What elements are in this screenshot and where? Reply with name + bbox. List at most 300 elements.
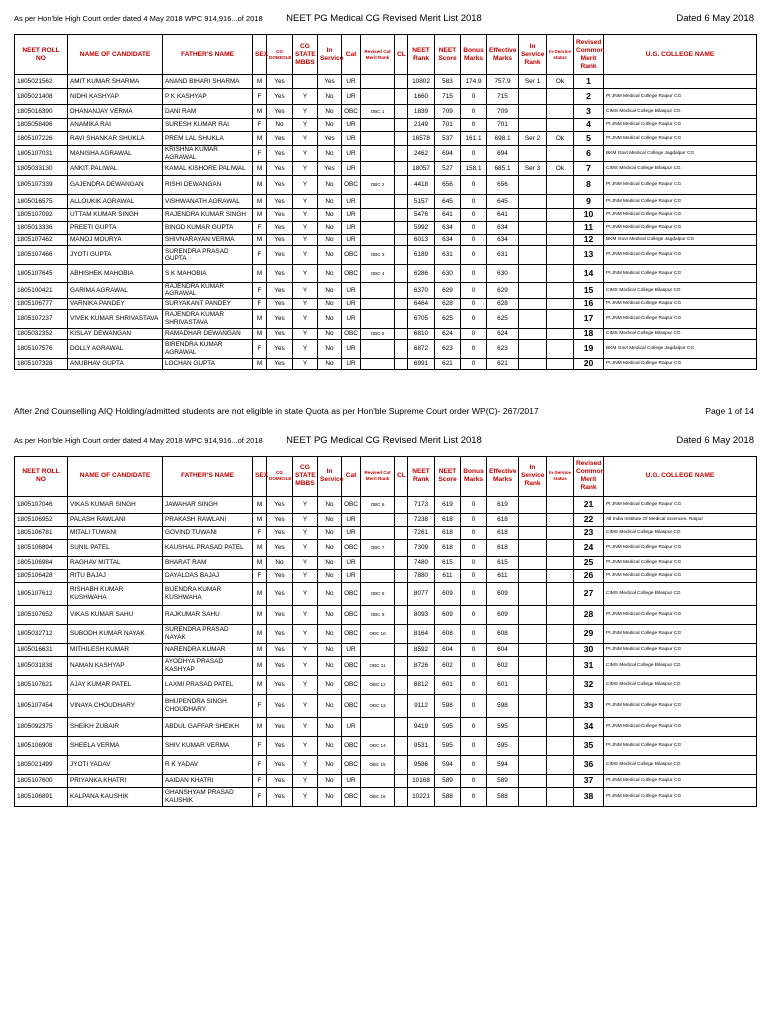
cell-roll-no: 1805033130 [15, 162, 68, 176]
cell-ug-college: Pt JNM Medical College Raipur CG [604, 89, 757, 105]
cell-in-service: No [318, 717, 342, 736]
cell-neet-rank: 6464 [408, 298, 435, 309]
cell-effective-marks: 595 [487, 736, 519, 755]
cell-in-service: No [318, 569, 342, 582]
cell-in-service-status: Ok [547, 75, 574, 89]
cell-bonus-marks: 0 [461, 787, 487, 806]
cell-ug-college: CIMS Medical College Bilaspur CG [604, 656, 757, 675]
cell-in-service-status [547, 246, 574, 265]
col-header-cg-domicile: CG DOMICILE [267, 35, 293, 75]
cell-in-service-rank [519, 328, 547, 339]
col-header-effective-marks: Effective Marks [487, 35, 519, 75]
cell-ug-college: Pt JNM Medical College Raipur CG [604, 694, 757, 717]
cell-in-service-status [547, 235, 574, 246]
cell-cl [395, 774, 408, 787]
cell-candidate-name: MANISHA AGRAWAL [68, 146, 163, 162]
cell-cg-domicile: Yes [267, 146, 293, 162]
cell-cg-domicile: No [267, 119, 293, 132]
cell-neet-score: 618 [435, 513, 461, 526]
cell-cg-domicile: Yes [267, 132, 293, 146]
cell-in-service-status [547, 89, 574, 105]
cell-neet-score: 604 [435, 643, 461, 656]
cell-cg-domicile: Yes [267, 569, 293, 582]
cell-ug-college: Pt JNM Medical College Raipur CG [604, 717, 757, 736]
cell-bonus-marks: 0 [461, 222, 487, 235]
cell-in-service-status [547, 656, 574, 675]
cell-in-service: No [318, 176, 342, 195]
cell-in-service-status [547, 119, 574, 132]
cell-neet-rank: 6013 [408, 235, 435, 246]
table-row [15, 717, 757, 736]
header-row [15, 456, 757, 496]
cell-cl [395, 513, 408, 526]
cell-father-name: RAJKUMAR SAHU [163, 605, 253, 624]
cell-neet-score: 630 [435, 265, 461, 283]
table-row [15, 539, 757, 556]
cell-category: UR [342, 556, 361, 569]
cell-roll-no: 1805107645 [15, 265, 68, 283]
cell-father-name: BIRENDRA KUMAR AGRAWAL [163, 339, 253, 358]
cell-category: UR [342, 569, 361, 582]
cell-ug-college: BKM Govt Medical College Jagdalpur CG [604, 339, 757, 358]
cell-ug-college: Pt JNM Medical College Raipur CG [604, 774, 757, 787]
cell-ug-college: Pt JNM Medical College Raipur CG [604, 736, 757, 755]
cell-ug-college: Pt JNM Medical College Raipur CG [604, 246, 757, 265]
cell-in-service-rank [519, 717, 547, 736]
cell-neet-score: 609 [435, 582, 461, 605]
cell-in-service: No [318, 513, 342, 526]
document-date: Dated 6 May 2018 [676, 434, 754, 446]
court-order-note: As per Hon'ble High Court order dated 4 May 2018 WPC 914,916...of 2018 [14, 14, 263, 23]
cell-merit-rank: 6 [574, 146, 604, 162]
cell-sex: M [253, 328, 267, 339]
cell-in-service-status [547, 298, 574, 309]
cell-in-service-rank [519, 539, 547, 556]
cell-roll-no: 1805107092 [15, 209, 68, 222]
table-row [15, 105, 757, 119]
cell-revised-cat-rank: OBC 16 [361, 787, 395, 806]
cell-cl [395, 643, 408, 656]
cell-in-service-status [547, 105, 574, 119]
col-header-cg-state-mbbs: CG STATE MBBS [293, 456, 318, 496]
cell-revised-cat-rank [361, 162, 395, 176]
cell-ug-college: Pt JNM Medical College Raipur CG [604, 195, 757, 209]
cell-category: UR [342, 643, 361, 656]
col-header-merit-rank: Revised Common Merit Rank [574, 456, 604, 496]
table-row [15, 496, 757, 513]
cell-father-name: SHIVNARAYAN VERMA [163, 235, 253, 246]
cell-bonus-marks: 0 [461, 339, 487, 358]
header-row [15, 35, 757, 75]
cell-merit-rank: 18 [574, 328, 604, 339]
cell-ug-college: All India Institute Of Medical Sciences, Raipur [604, 513, 757, 526]
document-title: NEET PG Medical CG Revised Merit List 2018 [286, 13, 482, 24]
cell-ug-college: CIMS Medical College Bilaspur CG [604, 755, 757, 774]
cell-merit-rank: 30 [574, 643, 604, 656]
cell-merit-rank: 25 [574, 556, 604, 569]
cell-in-service-status [547, 675, 574, 694]
cell-neet-rank: 7880 [408, 569, 435, 582]
cell-father-name: GHANSHYAM PRASAD KAUSHIK [163, 787, 253, 806]
cell-category: OBC [342, 328, 361, 339]
cell-in-service: No [318, 605, 342, 624]
cell-father-name: NARENDRA KUMAR [163, 643, 253, 656]
cell-neet-rank: 10168 [408, 774, 435, 787]
table-row [15, 339, 757, 358]
cell-category: OBC [342, 736, 361, 755]
cell-in-service-rank [519, 787, 547, 806]
cell-cl [395, 526, 408, 539]
cell-neet-score: 694 [435, 146, 461, 162]
cell-in-service: No [318, 105, 342, 119]
cell-in-service-status [547, 717, 574, 736]
cell-cg-domicile: Yes [267, 105, 293, 119]
cell-sex: M [253, 195, 267, 209]
cell-category: UR [342, 235, 361, 246]
cell-category: OBC [342, 105, 361, 119]
cell-cg-domicile: Yes [267, 774, 293, 787]
cell-roll-no: 1805106781 [15, 526, 68, 539]
cell-father-name: KAUSHAL PRASAD PATEL [163, 539, 253, 556]
cell-in-service-rank [519, 656, 547, 675]
cell-neet-score: 645 [435, 195, 461, 209]
cell-sex: F [253, 298, 267, 309]
cell-merit-rank: 14 [574, 265, 604, 283]
cell-neet-rank: 7173 [408, 496, 435, 513]
cell-sex: M [253, 675, 267, 694]
cell-bonus-marks: 0 [461, 283, 487, 299]
cell-in-service-status [547, 265, 574, 283]
cell-sex: M [253, 717, 267, 736]
cell-merit-rank: 3 [574, 105, 604, 119]
cell-neet-score: 601 [435, 675, 461, 694]
cell-cg-domicile: Yes [267, 624, 293, 643]
cell-neet-rank: 6705 [408, 309, 435, 328]
cell-roll-no: 1805106952 [15, 513, 68, 526]
cell-in-service-status [547, 358, 574, 369]
cell-category: UR [342, 717, 361, 736]
cell-revised-cat-rank [361, 556, 395, 569]
cell-in-service-status [547, 582, 574, 605]
cell-category: UR [342, 339, 361, 358]
cell-effective-marks: 634 [487, 235, 519, 246]
cell-bonus-marks: 0 [461, 736, 487, 755]
cell-in-service-rank [519, 643, 547, 656]
cell-cl [395, 195, 408, 209]
cell-sex: F [253, 339, 267, 358]
cell-neet-score: 628 [435, 298, 461, 309]
cell-candidate-name: ANAMIKA RAI [68, 119, 163, 132]
cell-category: UR [342, 283, 361, 299]
cell-in-service-rank [519, 222, 547, 235]
cell-ug-college: Pt JNM Medical College Raipur CG [604, 265, 757, 283]
cell-roll-no: 1805016575 [15, 195, 68, 209]
cell-neet-score: 624 [435, 328, 461, 339]
cell-category: UR [342, 119, 361, 132]
cell-cg-domicile: Yes [267, 339, 293, 358]
cell-in-service-rank [519, 339, 547, 358]
col-header-in-service-rank: In Service Rank [519, 456, 547, 496]
cell-in-service: No [318, 235, 342, 246]
cell-category: UR [342, 774, 361, 787]
table-row [15, 119, 757, 132]
cell-merit-rank: 9 [574, 195, 604, 209]
cell-roll-no: 1805016390 [15, 105, 68, 119]
cell-in-service-rank [519, 526, 547, 539]
cell-father-name: SURENDRA PRASAD NAYAK [163, 624, 253, 643]
cell-ug-college: Pt JNM Medical College Raipur CG [604, 309, 757, 328]
cell-in-service-status [547, 755, 574, 774]
cell-effective-marks: 609 [487, 605, 519, 624]
table-row [15, 675, 757, 694]
cell-revised-cat-rank: OBC 10 [361, 624, 395, 643]
cell-neet-score: 656 [435, 176, 461, 195]
cell-revised-cat-rank: OBC 5 [361, 328, 395, 339]
cell-neet-rank: 7309 [408, 539, 435, 556]
cell-effective-marks: 589 [487, 774, 519, 787]
cell-in-service: No [318, 89, 342, 105]
cell-ug-college: Pt JNM Medical College Raipur CG [604, 209, 757, 222]
cell-cl [395, 496, 408, 513]
cell-neet-rank: 6872 [408, 339, 435, 358]
cell-neet-rank: 10221 [408, 787, 435, 806]
cell-effective-marks: 629 [487, 283, 519, 299]
cell-category: OBC [342, 605, 361, 624]
cell-roll-no: 1805021562 [15, 75, 68, 89]
cell-cl [395, 119, 408, 132]
cell-neet-rank: 2149 [408, 119, 435, 132]
col-header-in-service-status: In-Service status [547, 35, 574, 75]
cell-merit-rank: 15 [574, 283, 604, 299]
cell-in-service: No [318, 496, 342, 513]
col-header-ug-college: U.G. COLLEGE NAME [604, 35, 757, 75]
cell-category: OBC [342, 246, 361, 265]
cell-ug-college: BKM Govt Medical College Jagdalpur CG [604, 146, 757, 162]
cell-revised-cat-rank: OBC 6 [361, 496, 395, 513]
cell-candidate-name: AJAY KUMAR PATEL [68, 675, 163, 694]
cell-in-service: Yes [318, 75, 342, 89]
cell-revised-cat-rank [361, 643, 395, 656]
cell-in-service-status [547, 556, 574, 569]
cell-cl [395, 624, 408, 643]
cell-candidate-name: ABHISHEK MAHOBIA [68, 265, 163, 283]
cell-roll-no: 1805092375 [15, 717, 68, 736]
cell-roll-no: 1805107466 [15, 246, 68, 265]
cell-cl [395, 787, 408, 806]
cell-father-name: VISHWANATH AGRAWAL [163, 195, 253, 209]
cell-candidate-name: VINAYA CHOUDHARY [68, 694, 163, 717]
cell-cg-state-mbbs: Y [293, 643, 318, 656]
cell-in-service-rank [519, 569, 547, 582]
cell-neet-rank: 8726 [408, 656, 435, 675]
cell-ug-college: BKM Govt Medical College Jagdalpur CG [604, 235, 757, 246]
cell-father-name: BINOD KUMAR GUPTA [163, 222, 253, 235]
cell-roll-no: 1805106984 [15, 556, 68, 569]
cell-neet-rank: 18057 [408, 162, 435, 176]
cell-cg-domicile: Yes [267, 283, 293, 299]
table-row [15, 209, 757, 222]
cell-merit-rank: 36 [574, 755, 604, 774]
cell-candidate-name: PREETI GUPTA [68, 222, 163, 235]
cell-in-service: No [318, 787, 342, 806]
cell-in-service-rank [519, 105, 547, 119]
cell-roll-no: 1805021408 [15, 89, 68, 105]
col-header-father-name: FATHER'S NAME [163, 35, 253, 75]
cell-category: UR [342, 298, 361, 309]
cell-cg-domicile: No [267, 556, 293, 569]
cell-neet-score: 583 [435, 75, 461, 89]
cell-ug-college: Pt JNM Medical College Raipur CG [604, 132, 757, 146]
cell-neet-score: 611 [435, 569, 461, 582]
cell-merit-rank: 19 [574, 339, 604, 358]
cell-sex: F [253, 526, 267, 539]
table-row [15, 358, 757, 369]
document-title: NEET PG Medical CG Revised Merit List 2018 [286, 434, 482, 446]
col-header-neet-score: NEET Score [435, 35, 461, 75]
cell-roll-no: 1805107226 [15, 132, 68, 146]
cell-bonus-marks: 161.1 [461, 132, 487, 146]
cell-candidate-name: PALASH RAWLANI [68, 513, 163, 526]
table-row [15, 146, 757, 162]
cell-bonus-marks: 0 [461, 209, 487, 222]
cell-roll-no: 1805107652 [15, 605, 68, 624]
cell-cl [395, 75, 408, 89]
cell-category: UR [342, 526, 361, 539]
cell-ug-college: Pt JNM Medical College Raipur CG [604, 605, 757, 624]
cell-sex: M [253, 235, 267, 246]
cell-roll-no: 1805107462 [15, 235, 68, 246]
cell-bonus-marks: 0 [461, 774, 487, 787]
col-header-roll-no: NEET ROLL NO [15, 456, 68, 496]
cell-candidate-name: NIDHI KASHYAP [68, 89, 163, 105]
cell-sex: M [253, 105, 267, 119]
cell-neet-rank: 1839 [408, 105, 435, 119]
cell-in-service: No [318, 146, 342, 162]
col-header-neet-rank: NEET Rank [408, 456, 435, 496]
cell-in-service: No [318, 339, 342, 358]
cell-roll-no: 1805106894 [15, 539, 68, 556]
cell-in-service-status [547, 283, 574, 299]
cell-in-service-status [547, 787, 574, 806]
cell-in-service-rank: Ser 1 [519, 75, 547, 89]
cell-in-service-rank [519, 195, 547, 209]
cell-in-service-rank [519, 556, 547, 569]
cell-in-service-status [547, 222, 574, 235]
cell-in-service: No [318, 624, 342, 643]
table-row [15, 582, 757, 605]
cell-in-service-status [547, 569, 574, 582]
cell-cl [395, 582, 408, 605]
cell-candidate-name: UTTAM KUMAR SINGH [68, 209, 163, 222]
col-header-father-name: FATHER'S NAME [163, 456, 253, 496]
cell-cg-state-mbbs: Y [293, 162, 318, 176]
cell-cl [395, 328, 408, 339]
cell-cg-domicile: Yes [267, 582, 293, 605]
cell-ug-college: CIMS Medical College Bilaspur CG [604, 283, 757, 299]
cell-bonus-marks: 0 [461, 146, 487, 162]
cell-effective-marks: 618 [487, 526, 519, 539]
cell-effective-marks: 621 [487, 358, 519, 369]
cell-ug-college: Pt JNM Medical College Raipur CG [604, 119, 757, 132]
cell-in-service-status [547, 526, 574, 539]
table-row [15, 298, 757, 309]
cell-neet-rank: 8077 [408, 582, 435, 605]
cell-father-name: PRAKASH RAWLANI [163, 513, 253, 526]
document-date: Dated 6 May 2018 [676, 13, 754, 24]
cell-revised-cat-rank: OBC 7 [361, 539, 395, 556]
cell-sex: F [253, 755, 267, 774]
cell-effective-marks: 698.1 [487, 132, 519, 146]
table-row [15, 569, 757, 582]
cell-cg-state-mbbs: Y [293, 235, 318, 246]
cell-revised-cat-rank: OBC 12 [361, 675, 395, 694]
cell-merit-rank: 32 [574, 675, 604, 694]
cell-father-name: KRISHNA KUMAR AGRAWAL [163, 146, 253, 162]
cell-revised-cat-rank [361, 283, 395, 299]
cell-candidate-name: GARIMA AGRAWAL [68, 283, 163, 299]
cell-revised-cat-rank [361, 774, 395, 787]
cell-revised-cat-rank: OBC 2 [361, 176, 395, 195]
cell-in-service-rank: Ser 2 [519, 132, 547, 146]
cell-cg-domicile: Yes [267, 328, 293, 339]
cell-ug-college: CIMS Medical College Bilaspur CG [604, 328, 757, 339]
cell-in-service-status [547, 209, 574, 222]
cell-bonus-marks: 0 [461, 119, 487, 132]
court-order-note: As per Hon'ble High Court order dated 4 May 2018 WPC 914,916...of 2018 [14, 435, 263, 445]
cell-revised-cat-rank [361, 339, 395, 358]
col-header-in-service: In Service [318, 35, 342, 75]
cell-effective-marks: 598 [487, 694, 519, 717]
cell-revised-cat-rank: OBC 9 [361, 605, 395, 624]
cell-cg-state-mbbs: Y [293, 496, 318, 513]
cell-ug-college: Pt JNM Medical College Raipur CG [604, 222, 757, 235]
cell-merit-rank: 2 [574, 89, 604, 105]
cell-roll-no: 1805107328 [15, 358, 68, 369]
cell-in-service: No [318, 298, 342, 309]
cell-cg-state-mbbs: Y [293, 132, 318, 146]
cell-neet-rank: 6189 [408, 246, 435, 265]
cell-in-service: No [318, 119, 342, 132]
cell-sex: M [253, 556, 267, 569]
page-header [0, 422, 768, 456]
cell-in-service: No [318, 328, 342, 339]
table-row [15, 162, 757, 176]
cell-ug-college [604, 75, 757, 89]
cell-cg-state-mbbs: Y [293, 526, 318, 539]
cell-category: UR [342, 209, 361, 222]
col-header-cl: CL [395, 456, 408, 496]
cell-in-service-rank [519, 246, 547, 265]
cell-in-service: No [318, 358, 342, 369]
cell-cg-state-mbbs: Y [293, 624, 318, 643]
cell-father-name: RAMADHAR DEWANGAN [163, 328, 253, 339]
cell-neet-score: 602 [435, 656, 461, 675]
cell-cl [395, 222, 408, 235]
cell-cl [395, 539, 408, 556]
cell-neet-rank: 6991 [408, 358, 435, 369]
cell-ug-college: Pt JNM Medical College Raipur CG [604, 358, 757, 369]
cell-candidate-name: SHEELA VERMA [68, 736, 163, 755]
cell-in-service-status [547, 513, 574, 526]
cell-bonus-marks: 174.9 [461, 75, 487, 89]
cell-cg-domicile: Yes [267, 787, 293, 806]
cell-father-name: SURESH KUMAR RAI [163, 119, 253, 132]
cell-sex: M [253, 624, 267, 643]
cell-bonus-marks: 0 [461, 526, 487, 539]
col-header-neet-rank: NEET Rank [408, 35, 435, 75]
cell-merit-rank: 5 [574, 132, 604, 146]
cell-in-service-status [547, 195, 574, 209]
